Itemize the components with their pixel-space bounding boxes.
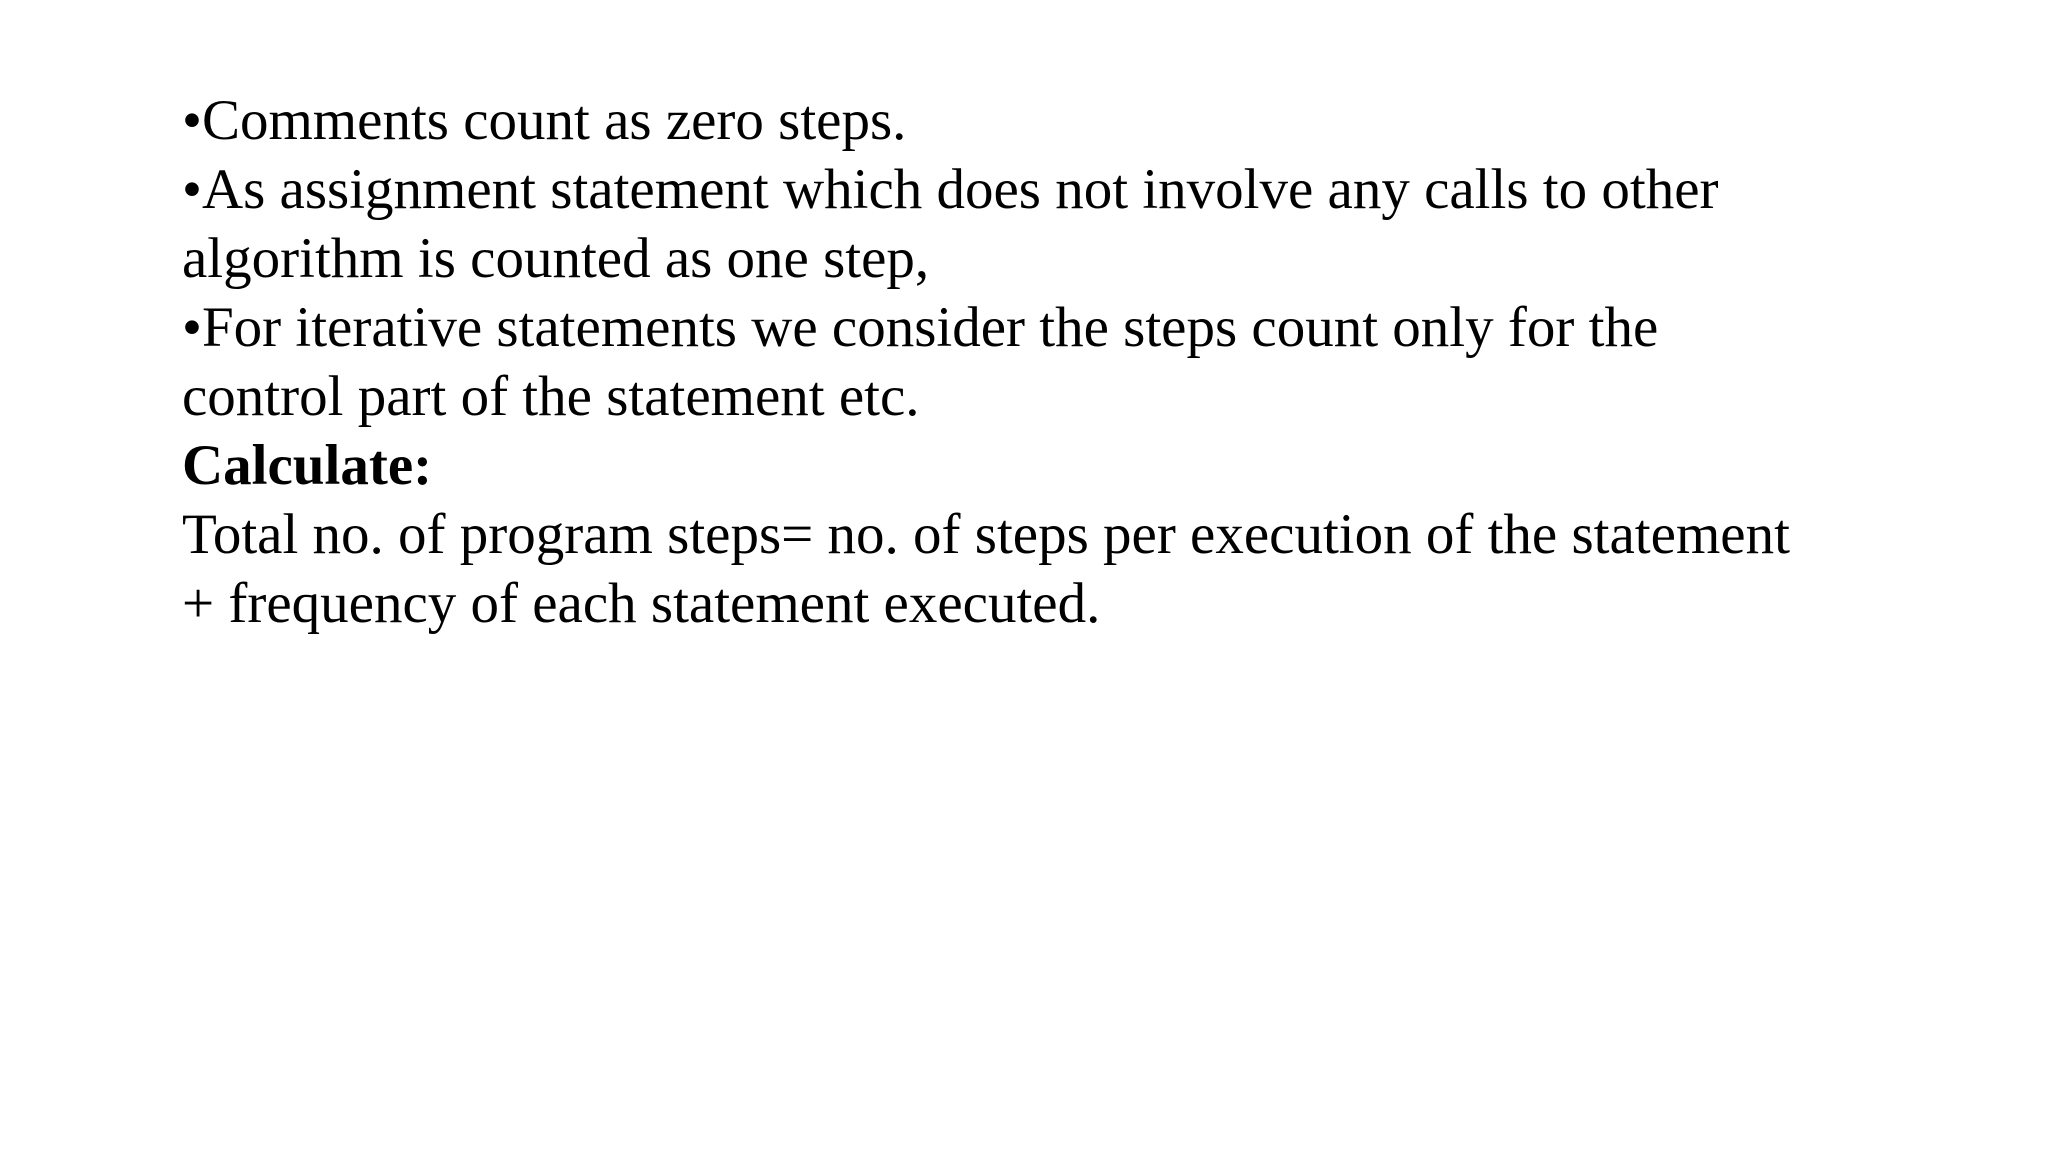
formula-line-2: + frequency of each statement executed. bbox=[182, 572, 1101, 635]
bullet-iterative-line-2: control part of the statement etc. bbox=[182, 365, 920, 428]
bullet-comments: •Comments count as zero steps. bbox=[182, 89, 907, 152]
slide-body bbox=[182, 86, 1902, 638]
formula-line-1: Total no. of program steps= no. of steps per execution of the statement bbox=[182, 503, 1790, 566]
bullet-iterative-line-1: •For iterative statements we consider the steps count only for the bbox=[182, 296, 1659, 359]
calculate-heading: Calculate: bbox=[182, 434, 433, 497]
bullet-assignment-line-1: •As assignment statement which does not involve any calls to other bbox=[182, 158, 1719, 221]
bullet-assignment-line-2: algorithm is counted as one step, bbox=[182, 227, 930, 290]
